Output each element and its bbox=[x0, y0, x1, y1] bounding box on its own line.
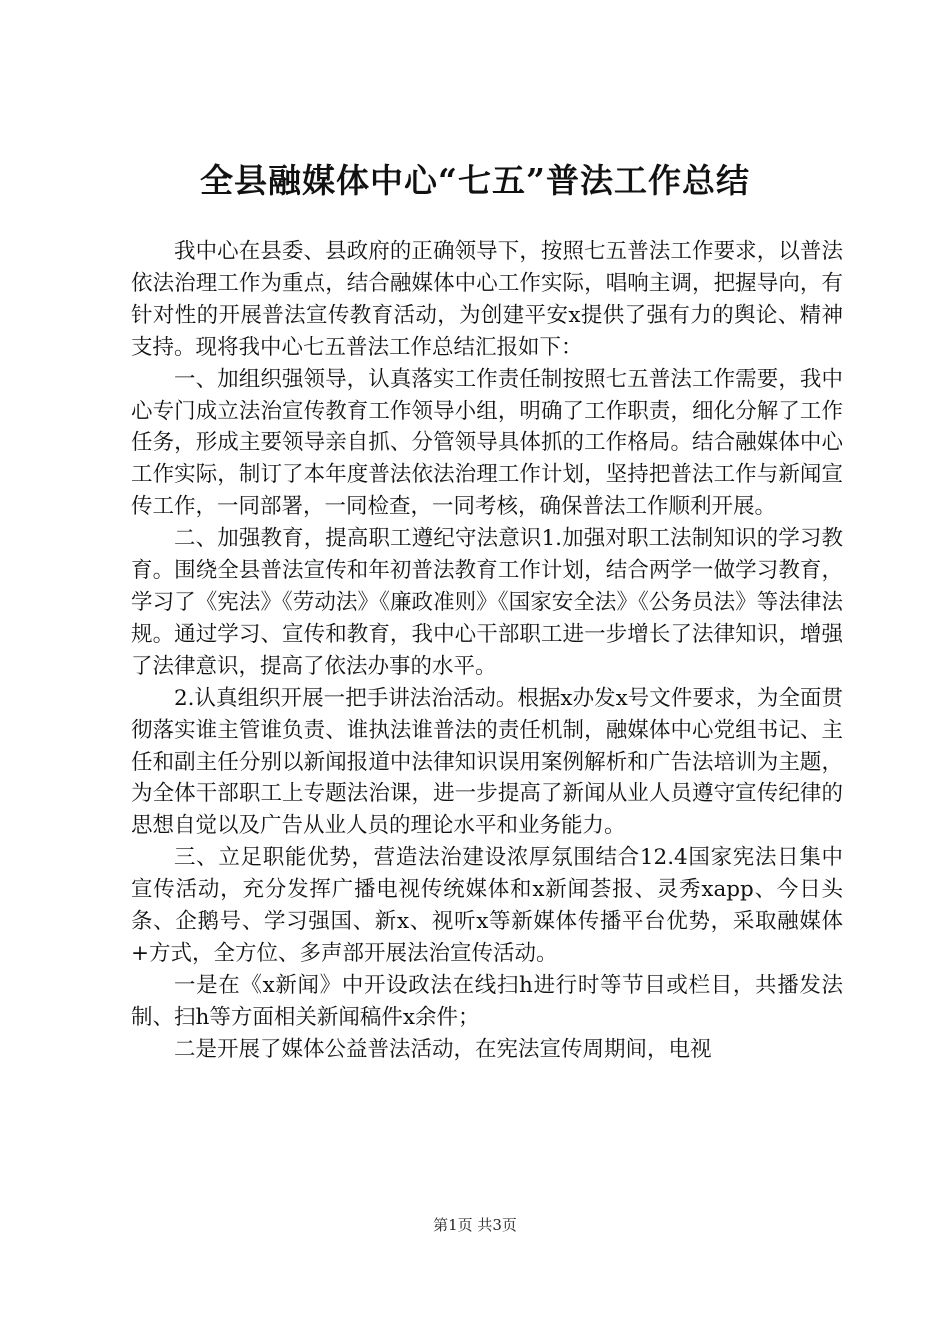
paragraph-section-two: 二、加强教育，提高职工遵纪守法意识1.加强对职工法制知识的学习教育。围绕全县普法宣传和年初普法教育工作计划，结合两学一做学习教育，学习了《宪法》《劳动法》《廉政准则》《国家安全法》《公务员法》等法律法规。通过学习、宣传和教育，我中心干部职工进一步增长了法律知识，增强了法律意识，提高了依法办事的水平。 bbox=[131, 526, 843, 679]
paragraph-item-second: 二是开展了媒体公益普法活动，在宪法宣传周期间，电视 bbox=[174, 1036, 712, 1062]
document-body bbox=[131, 236, 843, 1066]
paragraph-section-two-item-2: 2.认真组织开展一把手讲法治活动。根据x办发x号文件要求，为全面贯彻落实谁主管谁负责、谁执法谁普法的责任机制，融媒体中心党组书记、主任和副主任分别以新闻报道中法律知识误用案例解析和广告法培训为主题，为全体干部职工上专题法治课，进一步提高了新闻从业人员遵守宣传纪律的思想自觉以及广告从业人员的理论水平和业务能力。 bbox=[131, 685, 843, 839]
paragraph-section-three: 三、立足职能优势，营造法治建设浓厚氛围结合12.4国家宪法日集中宣传活动，充分发挥广播电视传统媒体和x新闻荟报、灵秀xapp、今日头条、企鹅号、学习强国、新x、视听x等新媒体传播平台优势，采取融媒体+方式，全方位、多声部开展法治宣传活动。 bbox=[131, 845, 843, 966]
paragraph-intro: 我中心在县委、县政府的正确领导下，按照七五普法工作要求，以普法依法治理工作为重点，结合融媒体中心工作实际，唱响主调，把握导向，有针对性的开展普法宣传教育活动，为创建平安x提供了强有力的舆论、精神支持。现将我中心七五普法工作总结汇报如下： bbox=[131, 239, 843, 360]
document-title: 全县融媒体中心“七五”普法工作总结 bbox=[200, 161, 750, 200]
page-number-footer: 第1页 共3页 bbox=[433, 1216, 517, 1234]
paragraph-item-first: 一是在《x新闻》中开设政法在线扫h进行时等节目或栏目，共播发法制、扫h等方面相关新闻稿件x余件； bbox=[131, 972, 843, 1030]
paragraph-section-one: 一、加组织强领导，认真落实工作责任制按照七五普法工作需要，我中心专门成立法治宣传教育工作领导小组，明确了工作职责，细化分解了工作任务，形成主要领导亲自抓、分管领导具体抓的工作格局。结合融媒体中心工作实际，制订了本年度普法依法治理工作计划，坚持把普法工作与新闻宣传工作，一同部署，一同检查，一同考核，确保普法工作顺利开展。 bbox=[131, 366, 843, 520]
